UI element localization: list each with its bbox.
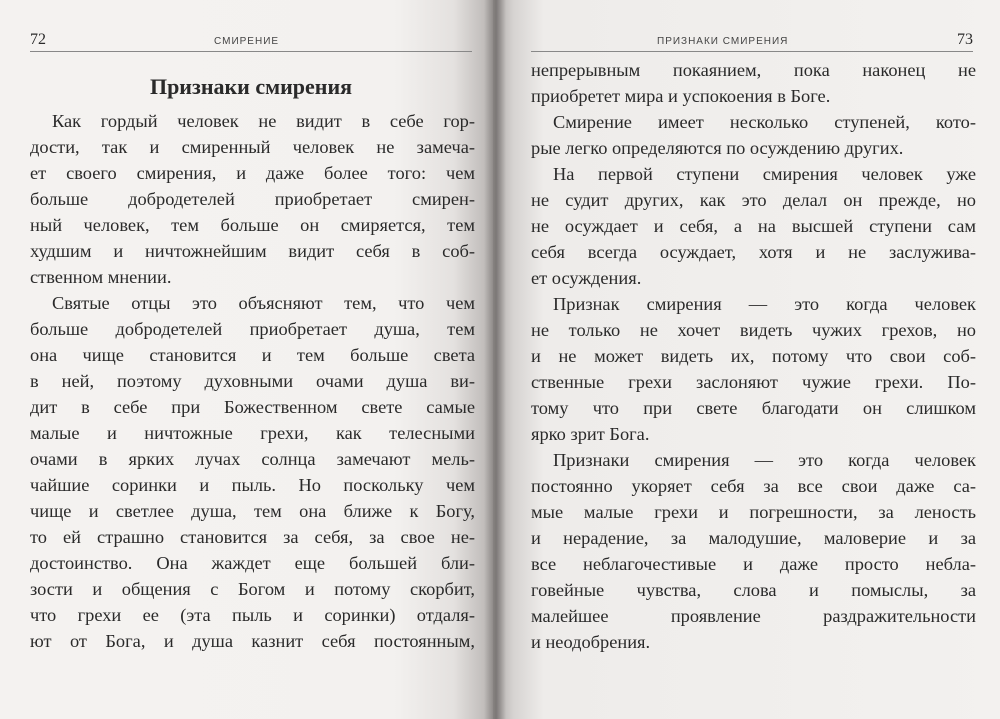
text-line: На первой ступени смирения человек уже [553,164,976,184]
text-line: ет осуждения. [531,268,642,288]
text-line: постоянно укоряет себя за все свои даже са- [531,476,976,496]
text-line: ственном мнении. [30,267,172,287]
text-line: говейные чувства, слова и помыслы, за [531,580,976,600]
text-line: очами в ярких лучах солнца замечают мель- [30,449,475,469]
header-rule [531,51,973,52]
text-line: тому что при свете благодати он слишком [531,398,976,418]
text-line: дости, так и смиренный человек не замеча- [30,137,475,157]
text-line: Святые отцы это объясняют тем, что чем [52,293,475,313]
running-title: СМИРЕНИЕ [214,36,280,47]
text-line: не только не хочет видеть чужих грехов, но [531,320,976,340]
text-line: приобретет мира и успокоения в Боге. [531,86,831,106]
text-line: что грехи ее (эта пыль и соринки) отдаля- [30,605,475,625]
text-line: Смирение имеет несколько ступеней, кото- [553,112,976,132]
header-rule [30,51,472,52]
text-line: Признаки смирения — это когда человек [553,450,976,470]
text-line: и неодобрения. [531,632,651,652]
text-line: ярко зрит Бога. [531,424,650,444]
text-line: ный человек, тем больше он смиряется, тем [30,215,475,235]
left-page-text [30,108,475,654]
text-line: дит в себе при Божественном свете самые [30,397,475,417]
text-line: малейшее проявление раздражительности [531,606,976,626]
text-line: все неблагочестивые и даже просто небла- [531,554,976,574]
text-line: рые легко определяются по осуждению других. [531,138,904,158]
text-line: то ей страшно становится за себя, за свое не- [30,527,475,547]
text-line: чище и светлее душа, тем она ближе к Богу, [30,501,475,521]
text-line: больше добродетелей приобретает душа, тем [30,319,475,339]
text-line: она чище становится и тем больше света [30,345,475,365]
right-page-text [531,57,976,655]
text-line: и не может видеть их, потому что свои соб- [531,346,976,366]
text-line: худшим и ничтожнейшим видит себя в соб- [30,241,475,261]
page-number: 73 [957,31,973,48]
book-gutter [484,0,506,719]
text-line: себя всегда осуждает, хотя и не заслужива- [531,242,976,262]
text-line: ет своего смирения, и даже более того: чем [30,163,475,183]
text-line: ственные грехи заслоняют чужие грехи. По- [531,372,976,392]
text-line: зости и общения с Богом и потому скорбит, [30,579,475,599]
text-line: Признак смирения — это когда человек [553,294,976,314]
text-line: непрерывным покаянием, пока наконец не [531,60,976,80]
running-title: ПРИЗНАКИ СМИРЕНИЯ [657,36,789,47]
text-line: больше добродетелей приобретает смирен- [30,189,475,209]
right-page-header [531,30,973,50]
text-line: не осуждает и себя, а на высшей ступени сам [531,216,976,236]
chapter-title: Признаки смирения [149,74,353,99]
text-line: чайшие соринки и пыль. Но поскольку чем [30,475,475,495]
text-line: в ней, поэтому духовными очами душа ви- [30,371,475,391]
text-line: ют от Бога, и душа казнит себя постоянным, [30,631,475,651]
page-number: 72 [30,31,46,48]
text-line: и нерадение, за малодушие, маловерие и за [531,528,976,548]
text-line: малые и ничтожные грехи, как телесными [30,423,475,443]
text-line: Как гордый человек не видит в себе гор- [52,111,475,131]
left-page [0,0,493,719]
text-line: не судит других, как это делал он прежде, но [531,190,976,210]
text-line: мые малые грехи и погрешности, за леность [531,502,976,522]
left-page-header [30,30,472,50]
right-page [493,0,1000,719]
text-line: достоинство. Она жаждет еще большей бли- [30,553,475,573]
